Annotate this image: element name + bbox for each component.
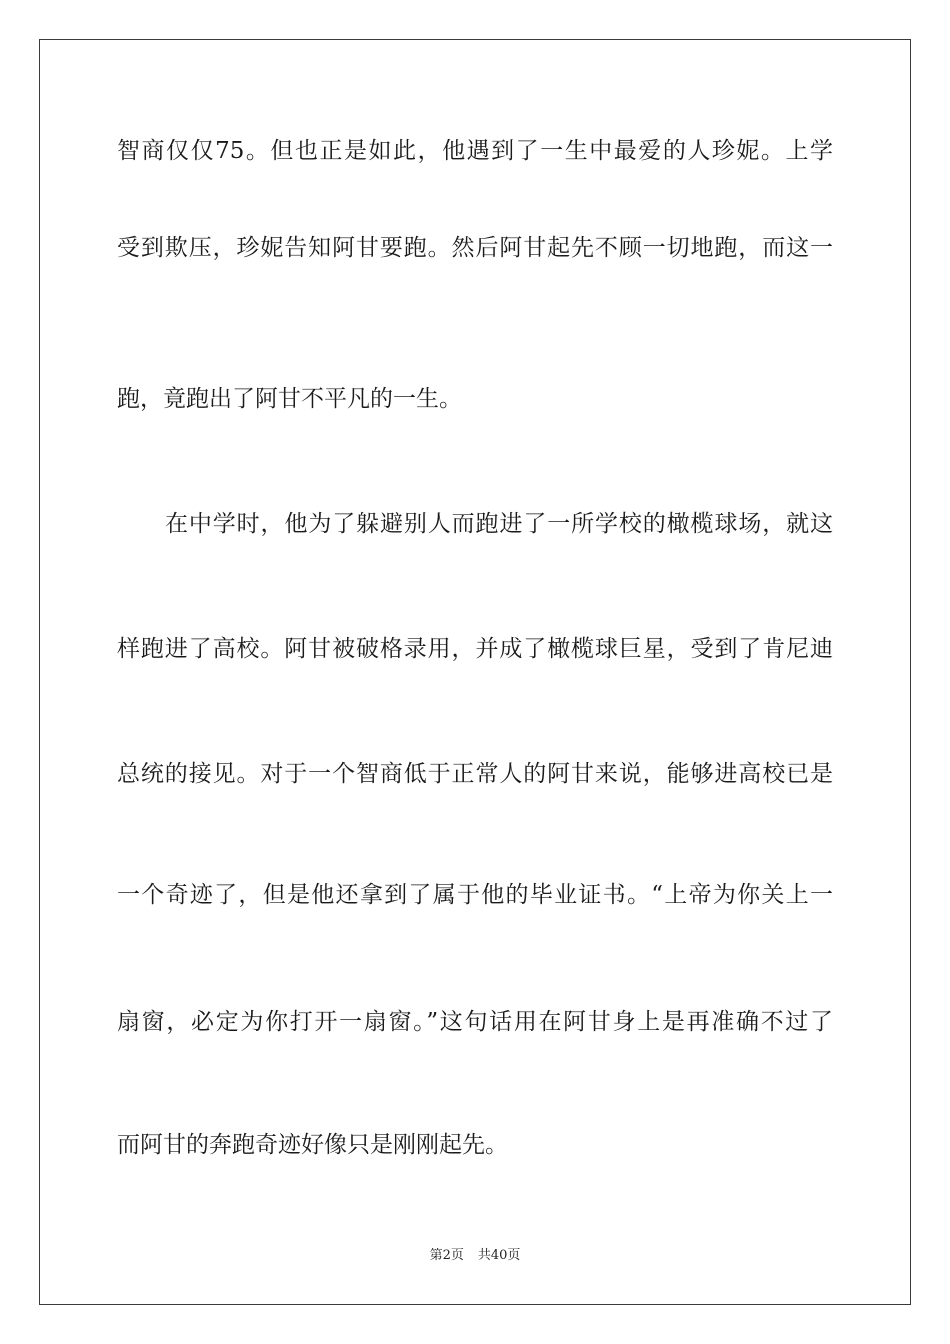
paragraph-line-8: 扇窗，必定为你打开一扇窗。”这句话用在阿甘身上是再准确不过了 bbox=[117, 1009, 833, 1035]
paragraph-line-7: 一个奇迹了，但是他还拿到了属于他的毕业证书。“上帝为你关上一 bbox=[117, 882, 833, 908]
page-border bbox=[39, 39, 911, 1305]
paragraph-line-6: 总统的接见。对于一个智商低于正常人的阿甘来说，能够进高校已是 bbox=[117, 761, 833, 787]
paragraph-line-5: 样跑进了高校。阿甘被破格录用，并成了橄榄球巨星，受到了肯尼迪 bbox=[117, 636, 833, 662]
paragraph-line-3: 跑，竟跑出了阿甘不平凡的一生。 bbox=[117, 386, 462, 412]
paragraph-line-2: 受到欺压，珍妮告知阿甘要跑。然后阿甘起先不顾一切地跑，而这一 bbox=[117, 235, 833, 261]
page-total: 共40页 bbox=[477, 1248, 521, 1263]
paragraph-line-4: 在中学时，他为了躲避别人而跑进了一所学校的橄榄球场，就这 bbox=[165, 511, 833, 537]
page-footer bbox=[0, 1247, 950, 1265]
paragraph-line-1: 智商仅仅75。但也正是如此，他遇到了一生中最爱的人珍妮。上学 bbox=[117, 138, 833, 164]
paragraph-line-9: 而阿甘的奔跑奇迹好像只是刚刚起先。 bbox=[117, 1132, 508, 1158]
page-number: 第2页 bbox=[429, 1248, 464, 1263]
